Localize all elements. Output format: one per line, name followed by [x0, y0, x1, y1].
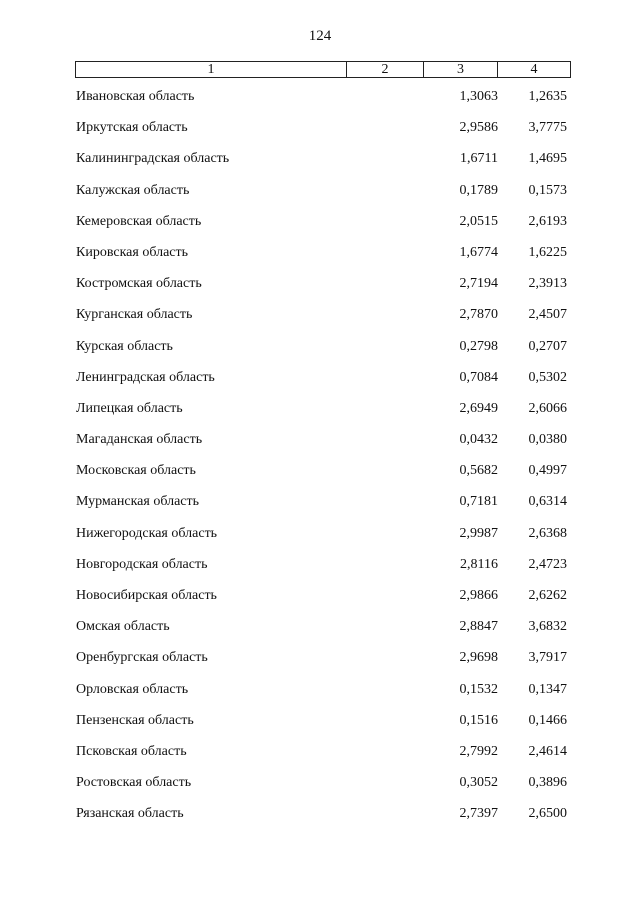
region-name: Псковская область [76, 743, 187, 759]
value-column-3: 2,9866 [459, 588, 498, 603]
value-column-3: 0,1516 [459, 712, 498, 728]
value-column-4: 3,7775 [528, 120, 567, 136]
table-row [75, 239, 571, 270]
table-row [75, 800, 571, 831]
region-name: Оренбургская область [76, 650, 208, 666]
table-header [75, 61, 571, 78]
value-column-3: 2,6949 [459, 400, 498, 416]
value-column-3: 2,8116 [460, 556, 498, 572]
table-row [75, 613, 571, 644]
region-name: Иркутская область [76, 120, 188, 136]
region-name: Костромская область [76, 276, 202, 292]
table-row [75, 83, 571, 114]
value-column-3: 2,7870 [459, 307, 498, 323]
value-column-4: 1,2635 [528, 89, 567, 104]
value-column-4: 2,4614 [528, 743, 567, 759]
value-column-3: 2,7194 [459, 276, 498, 292]
region-name: Ивановская область [76, 89, 195, 104]
region-name: Кировская область [76, 244, 189, 260]
value-column-3: 0,0432 [459, 432, 498, 448]
table-row [75, 520, 571, 551]
table-row [75, 208, 571, 239]
region-name: Калининградская область [76, 151, 230, 167]
page-number: 124 [308, 28, 332, 44]
table-row [75, 582, 571, 613]
value-column-4: 0,1573 [528, 182, 567, 198]
column-header-4: 4 [530, 62, 538, 77]
value-column-4: 0,2707 [528, 338, 567, 354]
column-header-1: 1 [76, 62, 347, 77]
table-row [75, 301, 571, 332]
region-name: Орловская область [76, 681, 189, 697]
region-name: Омская область [76, 619, 170, 635]
value-column-3: 0,7181 [459, 494, 498, 510]
table-row [75, 707, 571, 738]
value-column-4: 0,1347 [528, 681, 567, 697]
value-column-4: 0,4997 [528, 463, 567, 479]
table-row [75, 426, 571, 457]
value-column-4: 2,6500 [528, 806, 567, 822]
value-column-3: 2,7397 [459, 806, 498, 822]
table-row [75, 488, 571, 519]
value-column-3: 1,3063 [459, 89, 498, 104]
value-column-4: 0,3896 [528, 775, 567, 791]
region-name: Московская область [76, 463, 196, 479]
table-row [75, 457, 571, 488]
table-body [75, 83, 571, 832]
region-name: Кемеровская область [76, 213, 202, 229]
region-name: Рязанская область [76, 806, 184, 822]
table-row [75, 644, 571, 675]
value-column-3: 1,6711 [460, 151, 498, 167]
region-name: Ростовская область [76, 775, 192, 791]
region-name: Мурманская область [76, 494, 200, 510]
value-column-4: 1,4695 [528, 151, 567, 167]
value-column-4: 2,4507 [528, 307, 567, 323]
value-column-4: 0,1466 [528, 712, 567, 728]
table-row [75, 395, 571, 426]
table-row [75, 270, 571, 301]
column-header-3: 3 [424, 62, 498, 77]
value-column-4: 3,7917 [528, 650, 567, 666]
value-column-4: 2,6193 [528, 213, 567, 229]
value-column-4: 0,5302 [528, 369, 567, 385]
region-name: Новгородская область [76, 556, 208, 572]
value-column-3: 2,9698 [459, 650, 498, 666]
value-column-4: 2,3913 [528, 276, 567, 292]
value-column-4: 2,4723 [528, 556, 567, 572]
value-column-4: 0,6314 [528, 494, 567, 510]
value-column-3: 2,9987 [459, 525, 498, 541]
region-name: Нижегородская область [76, 525, 218, 541]
region-name: Липецкая область [76, 400, 183, 416]
value-column-4: 1,6225 [528, 244, 567, 260]
value-column-4: 2,6368 [528, 525, 567, 541]
region-name: Пензенская область [76, 712, 194, 728]
value-column-4: 2,6262 [528, 588, 567, 603]
value-column-3: 0,1532 [459, 681, 498, 697]
value-column-3: 0,2798 [459, 338, 498, 354]
value-column-3: 1,6774 [459, 244, 498, 260]
table-row [75, 177, 571, 208]
value-column-3: 0,7084 [459, 369, 498, 385]
region-name: Новосибирская область [76, 588, 217, 603]
value-column-3: 0,3052 [459, 775, 498, 791]
region-name: Курская область [76, 338, 173, 354]
column-header-2: 2 [347, 62, 424, 77]
value-column-3: 2,9586 [459, 120, 498, 136]
value-column-3: 0,5682 [459, 463, 498, 479]
value-column-4: 3,6832 [528, 619, 567, 635]
region-name: Курганская область [76, 307, 193, 323]
table-row [75, 333, 571, 364]
table-row [75, 114, 571, 145]
table-row [75, 676, 571, 707]
value-column-3: 2,0515 [459, 213, 498, 229]
table-row [75, 551, 571, 582]
region-name: Магаданская область [76, 432, 203, 448]
value-column-3: 2,7992 [459, 743, 498, 759]
region-name: Калужская область [76, 182, 190, 198]
value-column-3: 0,1789 [459, 182, 498, 198]
value-column-3: 2,8847 [459, 619, 498, 635]
value-column-4: 0,0380 [528, 432, 567, 448]
value-column-4: 2,6066 [528, 400, 567, 416]
region-name: Ленинградская область [76, 369, 215, 385]
table-row [75, 769, 571, 800]
table-row [75, 738, 571, 769]
table-row [75, 364, 571, 395]
table-row [75, 145, 571, 176]
